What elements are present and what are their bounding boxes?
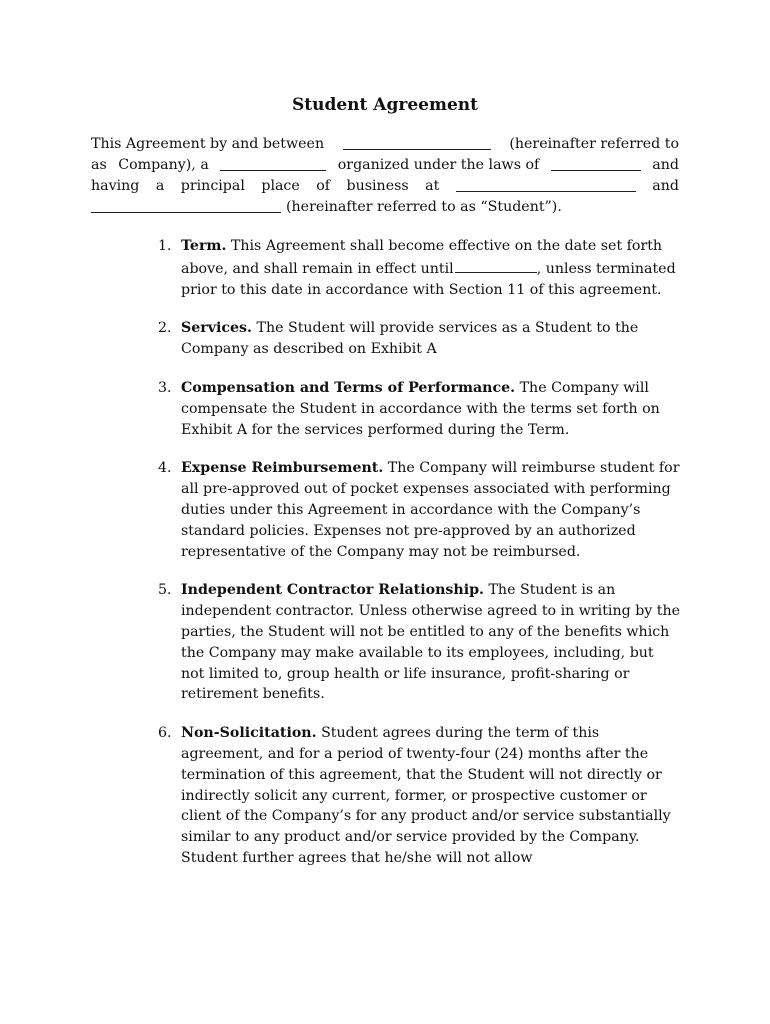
section-item [0, 580, 770, 705]
intro-text: at [425, 178, 440, 194]
intro-text: business [346, 178, 409, 194]
business-address-blank[interactable] [456, 176, 636, 192]
section-body [181, 378, 681, 440]
section-heading: Independent Contractor Relationship. [181, 582, 484, 599]
intro-text: (hereinafter referred to as “Student”). [286, 199, 562, 215]
intro-line-2 [91, 155, 679, 176]
section-body [181, 723, 681, 869]
end-date-blank[interactable] [455, 257, 537, 273]
entity-type-blank[interactable] [220, 155, 326, 171]
section-number: 6. [158, 725, 172, 742]
intro-line-4 [91, 197, 679, 218]
section-body [181, 236, 681, 300]
intro-text: having [91, 178, 140, 194]
section-body [181, 318, 681, 360]
intro-text: and [652, 178, 679, 194]
section-heading: Compensation and Terms of Performance. [181, 379, 516, 396]
section-number: 2. [158, 320, 172, 337]
section-text: The Company will compensate the Student in accordance with the terms set forth on Exhibit A for the services performed during the Term. [181, 379, 660, 438]
section-item [0, 236, 770, 300]
section-item [0, 378, 770, 440]
section-item [0, 723, 770, 869]
section-heading: Services. [181, 320, 252, 337]
intro-text: of [316, 178, 331, 194]
section-text: Student agrees during the term of this agreement, and for a period of twenty-four (24) months after the termination of this agreement, that the Student will not directly or indirectly solicit any current, former, or prospective customer or client of the Company’s for any product and/or service substantially similar to any product and/or service provided by the Company. Student further agrees that he/she will not allow [181, 725, 671, 866]
intro-line-3 [91, 176, 679, 197]
section-body [181, 580, 681, 705]
intro-text: as [91, 157, 107, 173]
section-number: 1. [158, 238, 172, 254]
section-item [0, 318, 770, 360]
section-text: The Company will reimburse student for all pre-approved out of pocket expenses associated with performing duties under this Agreement in accordance with the Company’s standard policies. Expenses not pre-approved by an authorized representative of the Company may not be reimbursed. [181, 460, 680, 560]
student-name-blank[interactable] [91, 197, 281, 213]
agreement-sections [0, 236, 770, 887]
document-title: Student Agreement [291, 95, 478, 115]
intro-line-1 [91, 134, 679, 155]
section-text: The Student is an independent contractor. Unless otherwise agreed to in writing by the parties, the Student will not be entitled to any of the benefits which the Company may make available to its employees, including, but not limited to, group health or life insurance, profit-sharing or retirement benefits. [181, 582, 681, 703]
section-text: The Student will provide services as a Student to the Company as described on Exhibit A [181, 320, 639, 358]
section-item [0, 458, 770, 562]
intro-text: and [652, 157, 679, 173]
section-number: 4. [158, 460, 172, 477]
section-number: 5. [158, 582, 172, 599]
intro-text: (hereinafter referred to [509, 136, 679, 152]
section-heading: Term. [181, 238, 227, 254]
intro-text: a [155, 178, 165, 194]
section-heading: Non-Solicitation. [181, 725, 317, 742]
jurisdiction-blank[interactable] [551, 155, 641, 171]
intro-text: place [261, 178, 300, 194]
intro-text: principal [180, 178, 245, 194]
section-text: , unless terminated prior to this date in accordance with Section 11 of this agreement. [181, 260, 676, 298]
company-name-blank[interactable] [343, 134, 491, 150]
intro-text: This Agreement by and between [91, 136, 325, 152]
section-heading: Expense Reimbursement. [181, 460, 384, 477]
intro-paragraph [91, 134, 679, 218]
section-text: This Agreement shall become effective on the date set forth above, and shall remain in effect until [181, 238, 663, 277]
intro-text: Company), a [118, 157, 209, 173]
intro-text: organized under the laws of [337, 157, 540, 173]
section-number: 3. [158, 379, 172, 396]
section-body [181, 458, 681, 562]
